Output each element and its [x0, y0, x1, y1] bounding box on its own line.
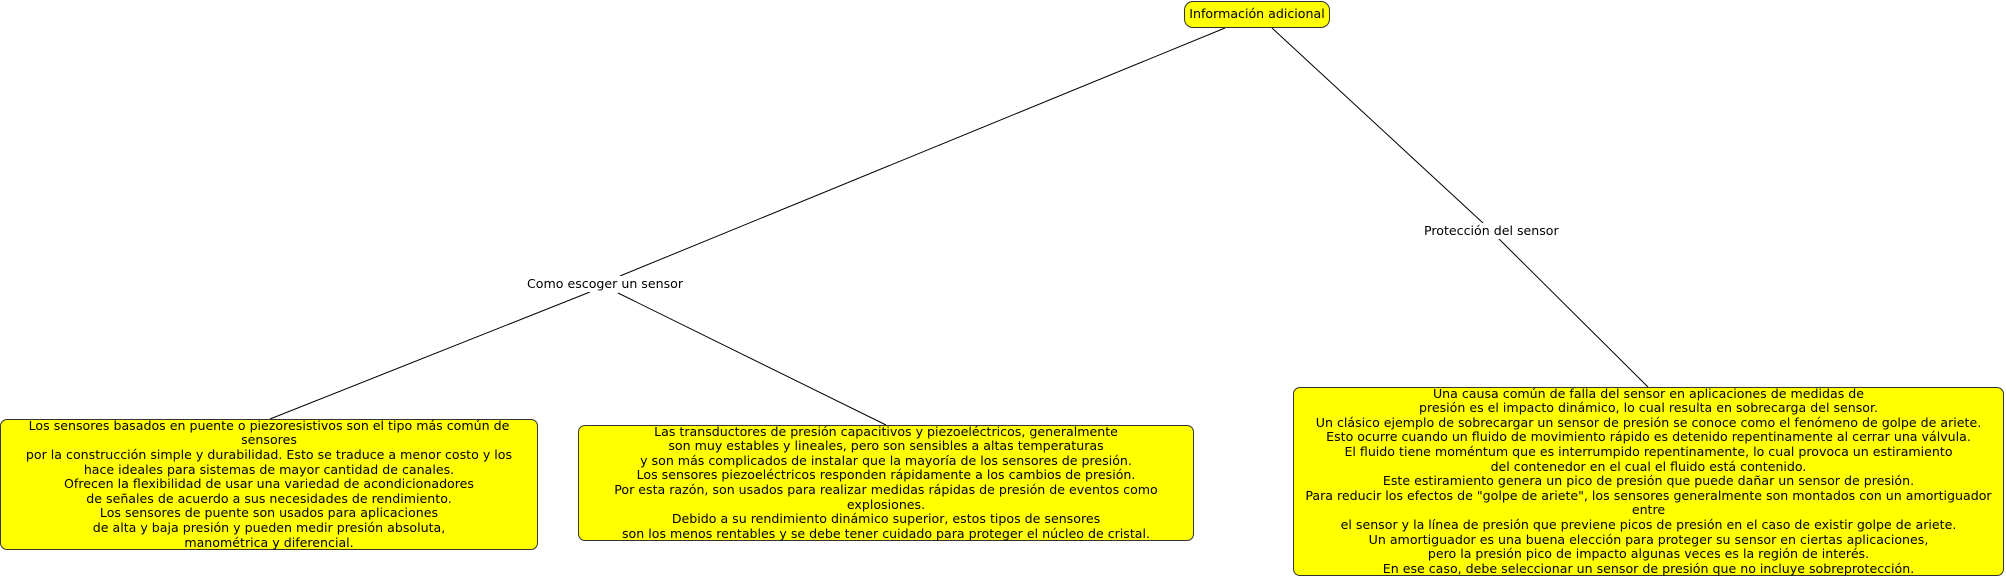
- link-como-escoger-capacitivos: [618, 293, 886, 425]
- root-node-informacion-adicional[interactable]: Información adicional: [1184, 1, 1330, 28]
- branch-label-proteccion[interactable]: Protección del sensor: [1421, 223, 1562, 239]
- link-proteccion-falla: [1495, 235, 1648, 387]
- link-root-proteccion: [1272, 28, 1483, 223]
- branch-label-como-escoger[interactable]: Como escoger un sensor: [524, 276, 686, 292]
- link-como-escoger-puente: [270, 292, 590, 419]
- link-root-como-escoger: [620, 28, 1225, 276]
- node-sensores-puente[interactable]: Los sensores basados en puente o piezoresistivos son el tipo más común de sensores por la construcción simple y durabilidad. Esto se traduce a menor costo y los hace ideales para sistemas de mayor cantidad de canales. Ofrecen la flexibilidad de usar una variedad de acondicionadores de señales de acuerdo a sus necesidades de rendimiento. Los sensores de puente son usados para aplicaciones de alta y baja presión y pueden medir presión absoluta, manométrica y diferencial.: [0, 419, 538, 550]
- node-falla-sensor[interactable]: Una causa común de falla del sensor en aplicaciones de medidas de presión es el impacto dinámico, lo cual resulta en sobrecarga del sensor. Un clásico ejemplo de sobrecargar un sensor de presión se conoce como el fenómeno de golpe de ariete. Esto ocurre cuando un fluido de movimiento rápido es detenido repentinamente al cerrar una válvula. El fluido tiene moméntum que es interrumpido repentinamente, lo cual provoca un estiramiento del contenedor en el cual el fluido está contenido. Este estiramiento genera un pico de presión que puede dañar un sensor de presión. Para reducir los efectos de "golpe de ariete", los sensores generalmente son montados con un amortiguador entre el sensor y la línea de presión que previene picos de presión en el caso de existir golpe de ariete. Un amortiguador es una buena elección para proteger su sensor en ciertas aplicaciones, pero la presión pico de impacto algunas veces es la región de interés. En ese caso, debe seleccionar un sensor de presión que no incluye sobreprotección.: [1293, 387, 2004, 576]
- node-transductores-capacitivos[interactable]: Las transductores de presión capacitivos y piezoeléctricos, generalmente son muy estables y lineales, pero son sensibles a altas temperaturas y son más complicados de instalar que la mayoría de los sensores de presión. Los sensores piezoeléctricos responden rápidamente a los cambios de presión. Por esta razón, son usados para realizar medidas rápidas de presión de eventos como explosiones. Debido a su rendimiento dinámico superior, estos tipos de sensores son los menos rentables y se debe tener cuidado para proteger el núcleo de cristal.: [578, 425, 1194, 541]
